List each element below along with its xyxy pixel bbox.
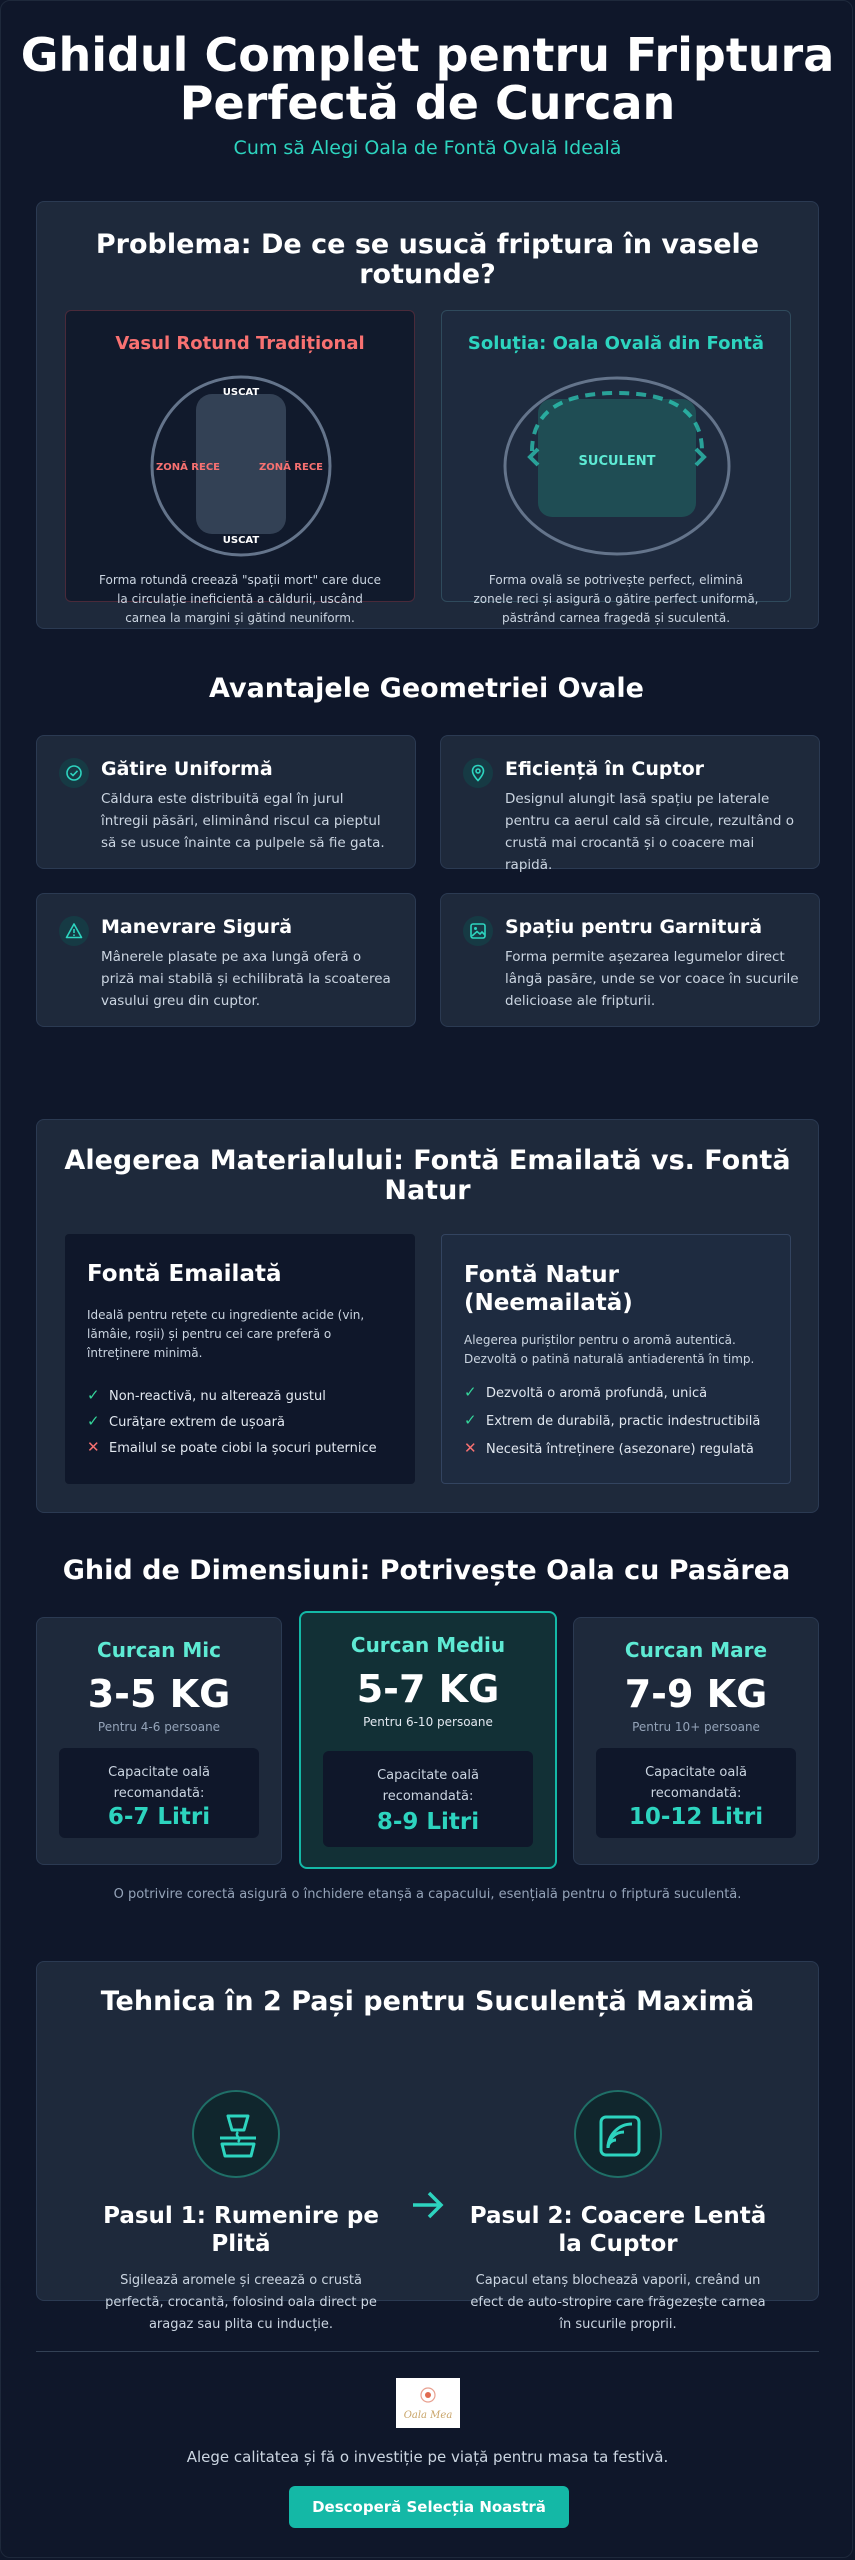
image-icon <box>463 916 493 946</box>
enamel-feature-text: Non-reactivă, nu alterează gustul <box>109 1389 326 1404</box>
cold-zone-label-left: ZONĂ RECE <box>155 462 221 473</box>
arrow-right-icon <box>696 449 704 465</box>
natural-title-line-1: Fontă Natur <box>464 1262 619 1288</box>
technique-section <box>36 1961 819 2332</box>
size-name: Curcan Mediu <box>350 1633 506 1657</box>
step-title <box>468 2202 768 2258</box>
discover-selection-button[interactable]: Descoperă Selecția Noastră <box>289 2486 569 2528</box>
cross-icon: ✕ <box>464 1439 477 1457</box>
capacity-value: 10-12 Litri <box>628 1804 764 1830</box>
advantage-text: Designul alungit lasă spațiu pe laterale pentru ca aerul cald să circule, rezultând o crustă mai crocantă și o coacere mai rapidă. <box>505 791 794 873</box>
advantage-title: Gătire Uniformă <box>101 758 273 780</box>
natural-feature <box>464 1383 707 1401</box>
dry-label-bottom: USCAT <box>222 535 260 546</box>
size-people: Pentru 4-6 persoane <box>97 1720 221 1734</box>
capacity-label: Capacitate oală recomandată: <box>645 1765 747 1801</box>
arrow-right-icon <box>411 2190 445 2220</box>
capacity-label: Capacitate oală recomandată: <box>377 1768 479 1804</box>
cold-zone-label-right: ZONĂ RECE <box>258 462 324 473</box>
step-title-line-2: Plită <box>211 2231 271 2257</box>
step-title-line-1: Pasul 1: Rumenire pe <box>103 2203 379 2229</box>
enamel-feature-text: Curățare extrem de ușoară <box>109 1415 285 1430</box>
capacity-value: 6-7 Litri <box>107 1804 211 1830</box>
size-weight: 7-9 KG <box>624 1672 768 1716</box>
problem-title <box>37 230 818 290</box>
size-people: Pentru 6-10 persoane <box>363 1715 493 1729</box>
problem-section <box>36 201 819 629</box>
material-title <box>37 1146 818 1206</box>
enamel-title: Fontă Emailată <box>87 1261 282 1287</box>
advantage-text: Mânerele plasate pe axa lungă oferă o priză mai stabilă și echilibrată la scoaterea vasului greu din cuptor. <box>101 949 391 1009</box>
round-vessel-title: Vasul Rotund Tradițional <box>115 333 365 354</box>
step-title-line-2: la Cuptor <box>558 2231 678 2257</box>
page-title <box>1 28 854 130</box>
location-pin-icon <box>463 758 493 788</box>
natural-feature-text: Necesită întreținere (asezonare) regulată <box>486 1442 754 1457</box>
check-icon: ✓ <box>464 1411 477 1429</box>
oval-vessel-title: Soluția: Oala Ovală din Fontă <box>467 333 765 354</box>
check-icon: ✓ <box>87 1412 100 1430</box>
size-name: Curcan Mare <box>624 1638 768 1662</box>
capacity-label: Capacitate oală recomandată: <box>108 1765 210 1801</box>
natural-feature-text: Dezvoltă o aromă profundă, unică <box>486 1386 708 1401</box>
natural-title <box>464 1261 633 1317</box>
brand-logo <box>396 2378 460 2428</box>
check-icon: ✓ <box>87 1386 100 1404</box>
size-weight: 3-5 KG <box>87 1672 231 1716</box>
stove-icon <box>192 2090 280 2178</box>
size-card-large <box>573 1617 819 1865</box>
natural-description: Alegerea puriștilor pentru o aromă autentică. Dezvoltă o patină naturală antiaderentă în timp. <box>464 1333 755 1366</box>
enamel-feature <box>87 1438 377 1456</box>
page-subtitle: Cum să Alegi Oala de Fontă Ovală Ideală <box>233 137 622 159</box>
sizes-note: O potrivire corectă asigură o închidere etanșă a capacului, esențială pentru o friptură suculentă. <box>113 1887 742 1902</box>
capacity-box <box>59 1748 259 1838</box>
capacity-value: 8-9 Litri <box>376 1809 480 1835</box>
size-name: Curcan Mic <box>97 1638 221 1662</box>
advantage-text: Forma permite așezarea legumelor direct lângă pasăre, unde se vor coace în sucurile delicioase ale fripturii. <box>505 949 799 1009</box>
oven-icon <box>574 2090 662 2178</box>
advantage-text: Căldura este distribuită egal în jurul întregii păsări, eliminând riscul ca pieptul să se usuce înainte ca pulpele să fie gata. <box>101 791 385 851</box>
step-title <box>91 2202 391 2258</box>
advantage-title: Spațiu pentru Garnitură <box>505 916 763 938</box>
oval-vessel-card <box>441 310 791 625</box>
oval-vessel-diagram <box>442 371 792 561</box>
sizes-title: Ghid de Dimensiuni: Potrivește Oala cu Pasărea <box>62 1555 791 1586</box>
advantage-title: Eficiență în Cuptor <box>505 758 704 780</box>
problem-title-line-2: rotunde? <box>359 259 496 290</box>
page-title-line-1: Ghidul Complet pentru Friptura <box>20 28 835 82</box>
advantage-card <box>36 735 416 869</box>
step-text: Sigilează aromele și creează o crustă perfectă, crocantă, folosind oala direct pe aragaz sau plita cu inducție. <box>105 2273 377 2332</box>
round-vessel-description: Forma rotundă creează "spații mort" care duce la circulație ineficientă a căldurii, uscând carnea la margini și gătind neuniform. <box>99 573 381 625</box>
natural-feature <box>464 1411 760 1429</box>
check-circle-icon <box>59 758 89 788</box>
step-title-line-1: Pasul 2: Coacere Lentă <box>469 2203 767 2229</box>
capacity-box <box>596 1748 796 1838</box>
enamel-feature-text: Emailul se poate ciobi la șocuri puternice <box>109 1441 377 1456</box>
advantage-card <box>440 735 820 873</box>
size-weight: 5-7 KG <box>356 1667 500 1711</box>
capacity-box <box>323 1751 533 1847</box>
size-card-medium <box>299 1611 557 1869</box>
advantage-card <box>36 893 416 1027</box>
material-title-line-2: Natur <box>384 1175 471 1206</box>
page-title-line-2: Perfectă de Curcan <box>179 76 676 130</box>
technique-title: Tehnica în 2 Pași pentru Suculență Maximă <box>100 1986 755 2017</box>
advantage-title: Manevrare Sigură <box>101 916 293 938</box>
oval-vessel-description: Forma ovală se potrivește perfect, elimină zonele reci și asigură o gătire perfect uniformă, păstrând carnea fragedă și suculentă. <box>473 573 759 625</box>
material-section <box>36 1119 819 1513</box>
material-title-line-1: Alegerea Materialului: Fontă Emailată vs. Fontă <box>64 1145 791 1176</box>
natural-feature <box>464 1439 754 1457</box>
advantage-card <box>440 893 820 1027</box>
juicy-label: SUCULENT <box>578 454 656 469</box>
problem-title-line-1: Problema: De ce se usucă friptura în vasele <box>95 229 760 260</box>
divider <box>36 2351 819 2352</box>
round-vessel-diagram <box>66 371 416 561</box>
arrow-left-icon <box>530 449 538 465</box>
footer-tagline: Alege calitatea și fă o investiție pe viață pentru masa ta festivă. <box>186 2448 669 2466</box>
enamel-feature <box>87 1412 285 1430</box>
size-card-small <box>36 1617 282 1865</box>
hero <box>1 28 854 159</box>
dry-label-top: USCAT <box>222 387 260 398</box>
check-icon: ✓ <box>464 1383 477 1401</box>
round-vessel-card <box>65 310 415 625</box>
enamel-feature <box>87 1386 326 1404</box>
svg-text:Oala Mea: Oala Mea <box>403 2410 453 2421</box>
natural-title-line-2: (Neemailată) <box>464 1290 633 1316</box>
natural-cast-iron-card <box>441 1234 791 1484</box>
enamel-description: Ideală pentru rețete cu ingrediente acide (vin, lămâie, roșii) și pentru cei care preferă o întreținere minimă. <box>87 1308 365 1360</box>
natural-feature-text: Extrem de durabilă, practic indestructibilă <box>486 1414 761 1429</box>
warning-triangle-icon <box>59 916 89 946</box>
step-text: Capacul etanș blochează vaporii, creând un efect de auto-stropire care frăgezește carnea în sucurile proprii. <box>470 2273 766 2332</box>
enamel-cast-iron-card <box>65 1234 415 1484</box>
size-people: Pentru 10+ persoane <box>632 1720 760 1734</box>
cross-icon: ✕ <box>87 1438 100 1456</box>
advantages-title: Avantajele Geometriei Ovale <box>209 673 644 704</box>
